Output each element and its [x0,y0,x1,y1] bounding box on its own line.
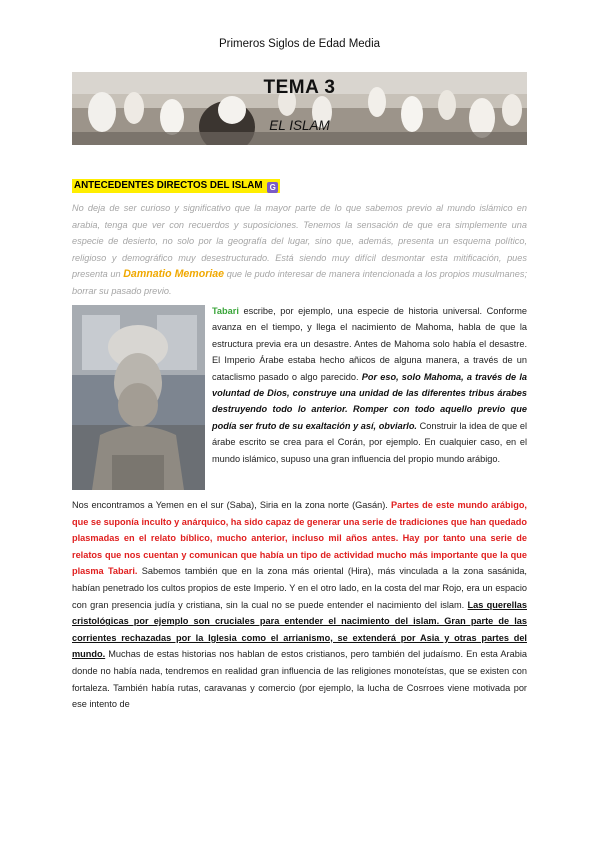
title-banner [72,72,527,145]
intro-text-1: No deja de ser curioso y significativo que la mayor parte de lo que sabemos previo al mundo islámico en arabia, tenga que ver con recuerdos y suposiciones. Tenemos la sensación de que era simplemente una especie de desierto, no solo por la geografía del lugar, sino que, además, presenta un esquema político, religioso y demográfico muy desestructurado. Está siendo muy difícil desmontar esta mitificación, pues presenta un [72,203,527,280]
section-heading-text: ANTECEDENTES DIRECTOS DEL ISLAM [74,180,263,191]
banner-subtitle: EL ISLAM [269,118,330,133]
g-badge-icon: G [267,182,278,193]
main-text-3: Muchas de estas historias nos hablan de estos cristianos, pero también del judaísmo. En esta Arabia donde no había nada, tendremos en realidad gran influencia de las religiones monoteístas, que se existen con fortaleza. También había rutas, caravanas y comercio (por ejemplo, la lucha de Cosrroes viene motivada por ese intento de [72,649,527,710]
bust-illustration [72,305,205,490]
banner-title: TEMA 3 [263,77,336,98]
red-emphasis: Partes de este mundo arábigo, que se suponía inculto y anárquico, ha sido capaz de generar una serie de tradiciones que han quedado plasmadas en el relato bíblico, mucho anterior, incluso mil años antes. Hay por tanto una serie de relatos que nos cuentan y comunican que había un tipo de actividad mucho más importante que la que plasma Tabari. [72,500,527,577]
section-heading [72,179,280,193]
tabari-text-2: Construir la idea de que el árabe escrito se crea para el Corán, por ejemplo. En cualquier caso, en el mundo islámico, supuso una gran influencia del propio mundo arábigo. [212,420,527,464]
intro-text-2: que le pudo interesar de manera intencionada a los propios musulmanes; borrar su pasado previo. [72,269,527,296]
damnatio-memoriae-highlight: Damnatio Memoriae [123,268,225,281]
tabari-text-1: escribe, por ejemplo, una especie de historia universal. Conforme avanza en el tiempo, y llega el nacimiento de Mahoma, habla de que la estructura previa era un desastre. Antes de Mahoma solo había el desastre. El Imperio Árabe estaba hecho añicos de alguna manera, a través de un cataclismo pasado o algo parecido. [212,306,527,382]
tabari-bust-image [72,305,205,490]
main-text-2: Sabemos también que en la zona más oriental (Hira), más vinculada a la zona sasánida, habían penetrado los cultos propios de este Imperio. Y en el otro lado, en la costa del mar Rojo, era un espacio con gran presencia judía y cristiana, sin la cual no se puede entender el nacimiento del islam. [72,566,527,610]
main-text-1: Nos encontramos a Yemen en el sur (Saba), Siria en la zona norte (Gasán). [72,500,391,510]
tabari-emphasis: Por eso, solo Mahoma, a través de la voluntad de Dios, construye una unidad de las diferentes tribus árabes destruyendo todo lo anterior. Romper con todo aquello previo que podía ser fruto de su exaltación y así, obviarlo. [212,371,527,431]
underlined-emphasis: Las querellas cristológicas por ejemplo son cruciales para entender el nacimiento del islam. Gran parte de las corrientes rechazadas por la Iglesia como el arrianismo, se extenderá por Asia y otras partes del mundo. [72,599,527,660]
tabari-paragraph [212,303,527,467]
main-paragraph [72,497,527,713]
running-header: Primeros Siglos de Edad Media [218,38,381,50]
tabari-name: Tabari [212,306,239,316]
intro-paragraph [72,200,527,300]
